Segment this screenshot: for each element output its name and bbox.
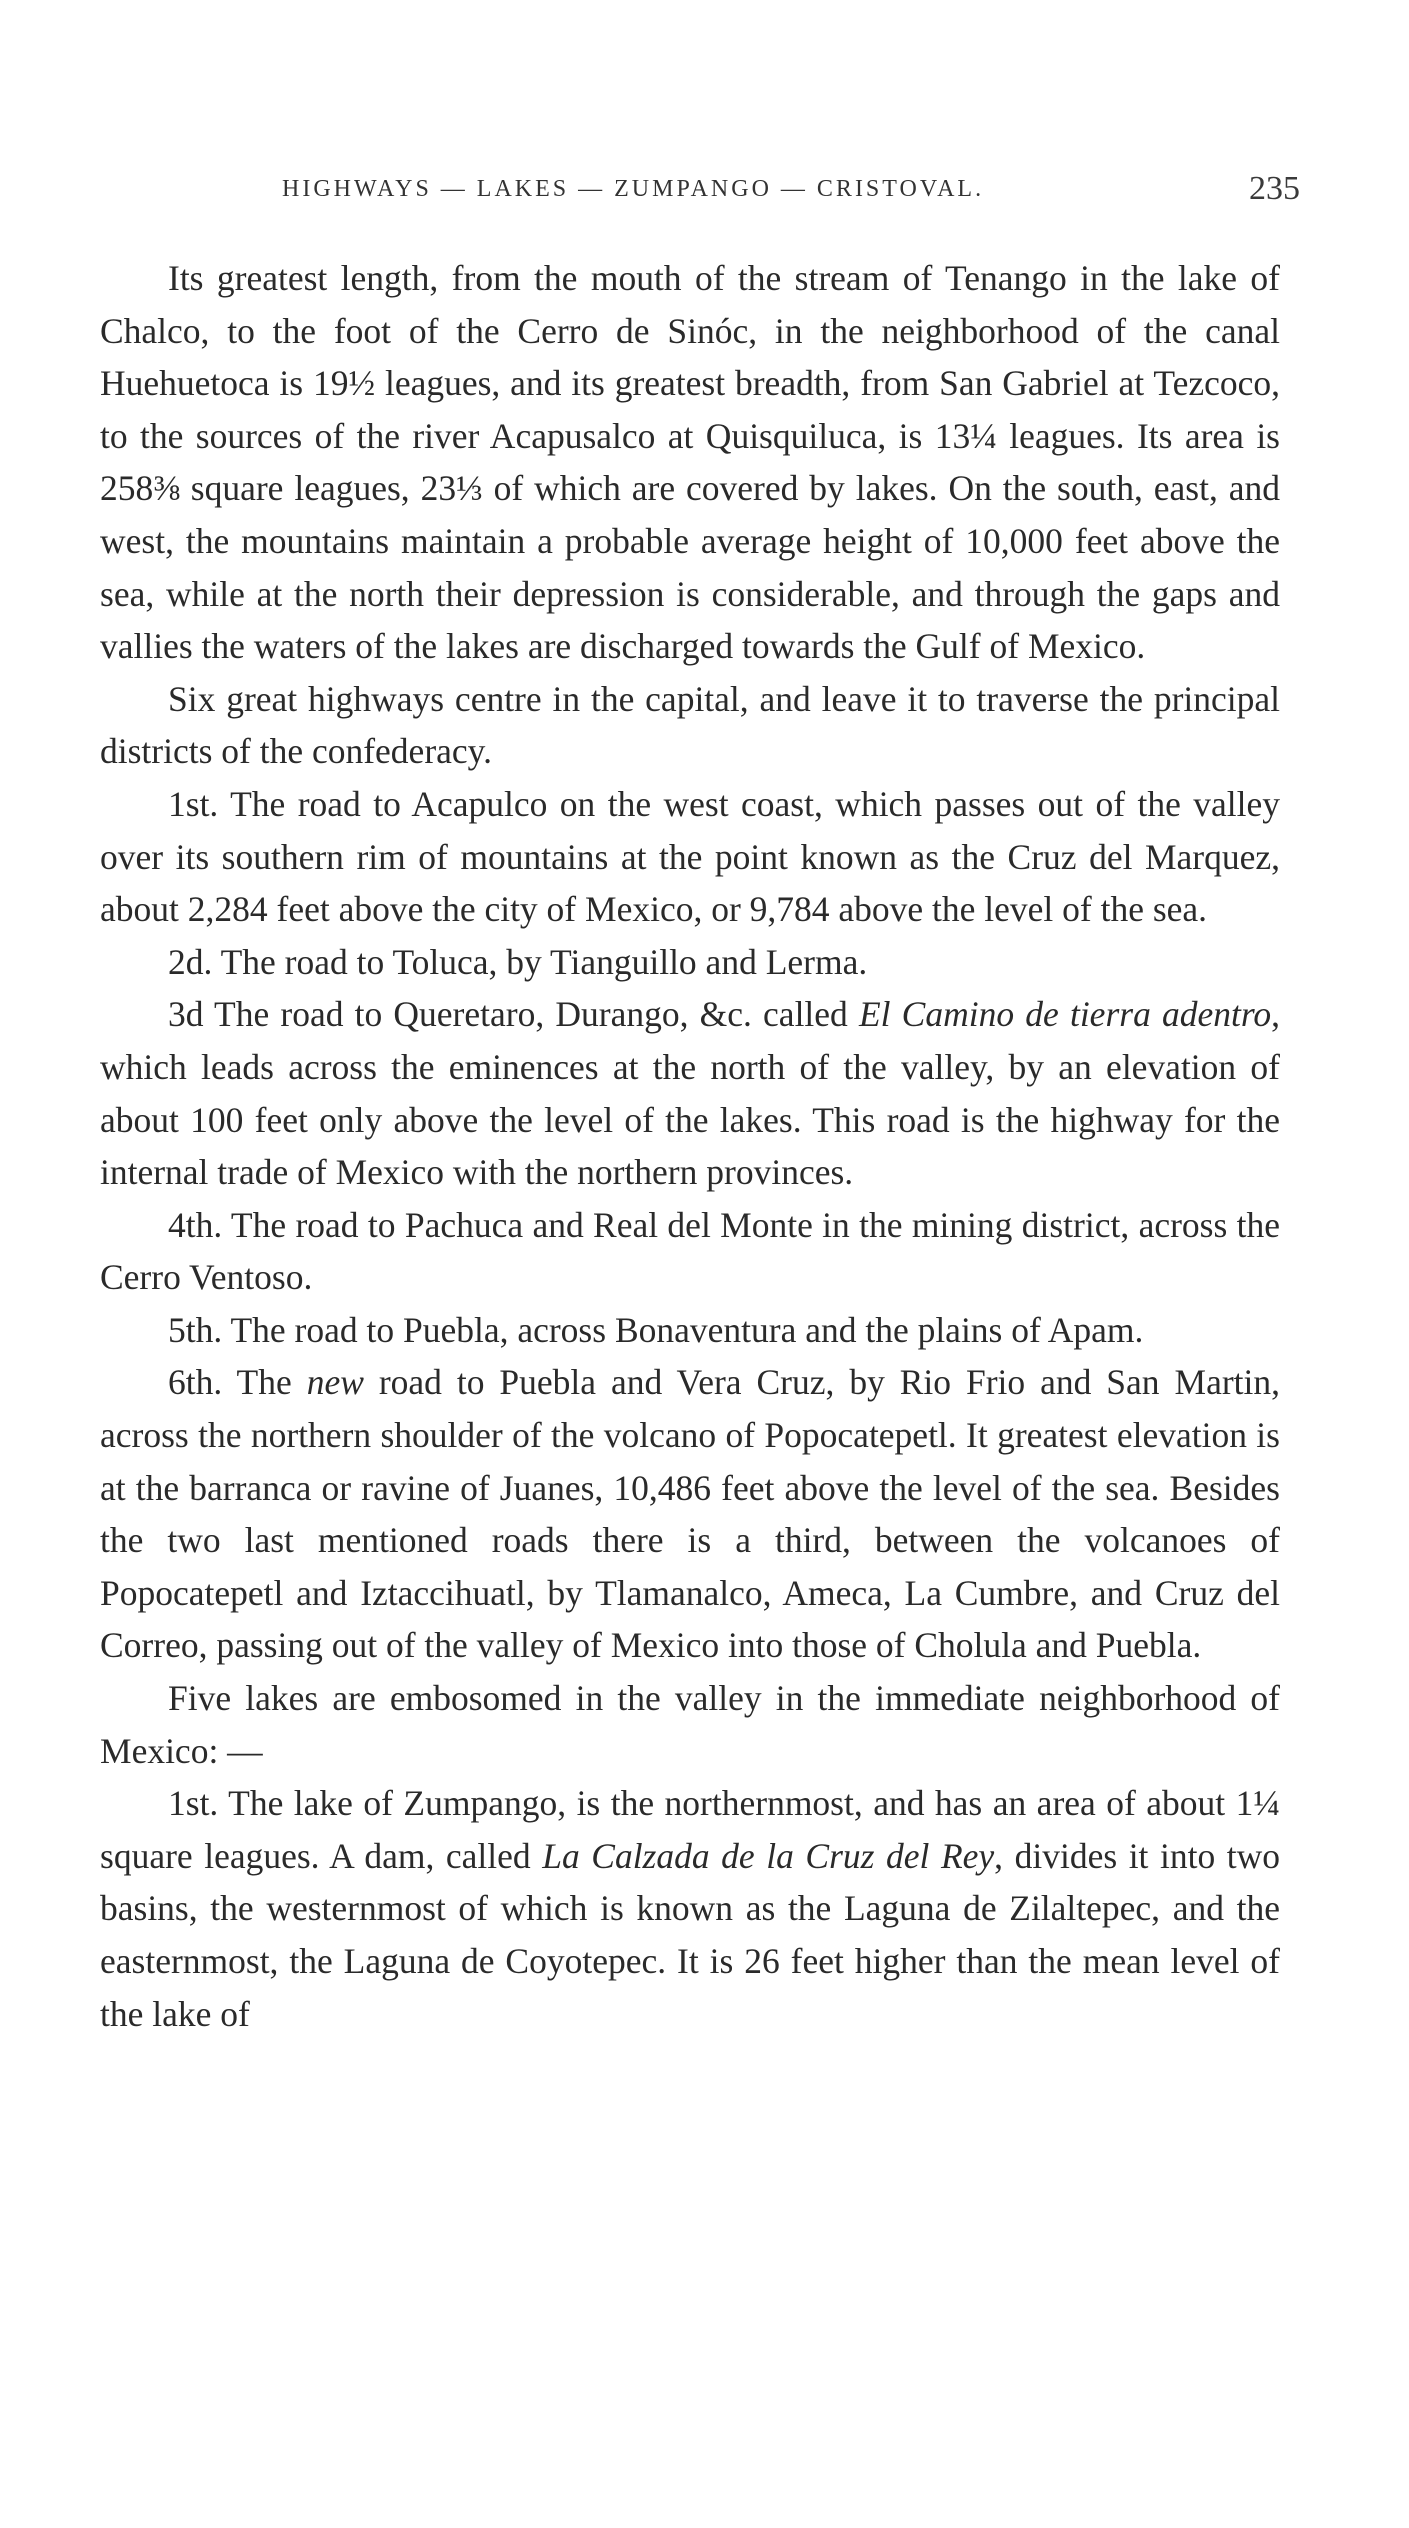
italic-run: La Calzada de la Cruz del Rey bbox=[542, 1835, 995, 1876]
text-run: , divides it into two basins, the westernmost of which is known as the Laguna de Zilaltepec, and the easternmost, the Laguna de Coyotepec. It is 26 feet higher than the mean level of the lake of bbox=[100, 1835, 1281, 2034]
running-title: HIGHWAYS — LAKES — ZUMPANGO — CRISTOVAL. bbox=[282, 176, 985, 202]
italic-run: El Camino de tierra adentro bbox=[858, 994, 1272, 1035]
paragraph-new-road-puebla bbox=[100, 1356, 1280, 1672]
text-run: 3d The road to Queretaro, Durango, &c. called bbox=[168, 994, 859, 1035]
text-run: 6th. The bbox=[168, 1362, 307, 1403]
paragraph-lakes-intro: Five lakes are embosomed in the valley in the immediate neighborhood of Mexico: — bbox=[100, 1678, 1280, 1771]
paragraph-road-queretaro bbox=[100, 988, 1280, 1198]
page-number: 235 bbox=[1249, 170, 1300, 207]
text-run: , which leads across the eminences at the north of the valley, by an elevation of about 100 feet only above the level of the lakes. This road is the highway for the internal trade of Mexico with the northern provinces. bbox=[100, 994, 1280, 1193]
paragraph-road-puebla: 5th. The road to Puebla, across Bonaventura and the plains of Apam. bbox=[168, 1309, 1144, 1350]
paragraph-highways-intro: Six great highways centre in the capital, and leave it to traverse the principal districts of the confederacy. bbox=[100, 678, 1280, 772]
paragraph-road-toluca: 2d. The road to Toluca, by Tianguillo and Lerma. bbox=[168, 941, 868, 982]
italic-run: new bbox=[306, 1362, 364, 1403]
paragraph-lake-zumpango bbox=[100, 1777, 1280, 2040]
paragraph-valley-dimensions: Its greatest length, from the mouth of the stream of Tenango in the lake of Chalco, to the foot of the Cerro de Sinóc, in the neighborhood of the canal Huehuetoca is 19½ leagues, and its greatest breadth, from San Gabriel at Tezcoco, to the sources of the river Acapusalco at Quisquiluca, is 13¼ leagues. Its area is 258⅜ square leagues, 23⅓ of which are covered by lakes. On the south, east, and west, the mountains maintain a probable average height of 10,000 feet above the sea, while at the north their depression is considerable, and through the gaps and vallies the waters of the lakes are discharged towards the Gulf of Mexico. bbox=[100, 258, 1280, 667]
running-head bbox=[270, 170, 1300, 220]
body-text bbox=[100, 252, 1280, 2040]
paragraph-road-pachuca: 4th. The road to Pachuca and Real del Monte in the mining district, across the Cerro Ventoso. bbox=[100, 1204, 1280, 1298]
text-run: 1st. The lake of Zumpango, is the northernmost, and has an area of about 1¼ square leagues. A dam, called bbox=[100, 1783, 1280, 1876]
paragraph-road-acapulco: 1st. The road to Acapulco on the west coast, which passes out of the valley over its southern rim of mountains at the point known as the Cruz del Marquez, about 2,284 feet above the city of Mexico, or 9,784 above the level of the sea. bbox=[100, 783, 1280, 930]
text-run: road to Puebla and Vera Cruz, by Rio Frio and San Martin, across the northern shoulder of the volcano of Popocatepetl. It greatest elevation is at the barranca or ravine of Juanes, 10,486 feet above the level of the sea. Besides the two last mentioned roads there is a third, between the volcanoes of Popocatepetl and Iztaccihuatl, by Tlamanalco, Ameca, La Cumbre, and Cruz del Correo, passing out of the valley of Mexico into those of Cholula and Puebla. bbox=[100, 1362, 1280, 1666]
